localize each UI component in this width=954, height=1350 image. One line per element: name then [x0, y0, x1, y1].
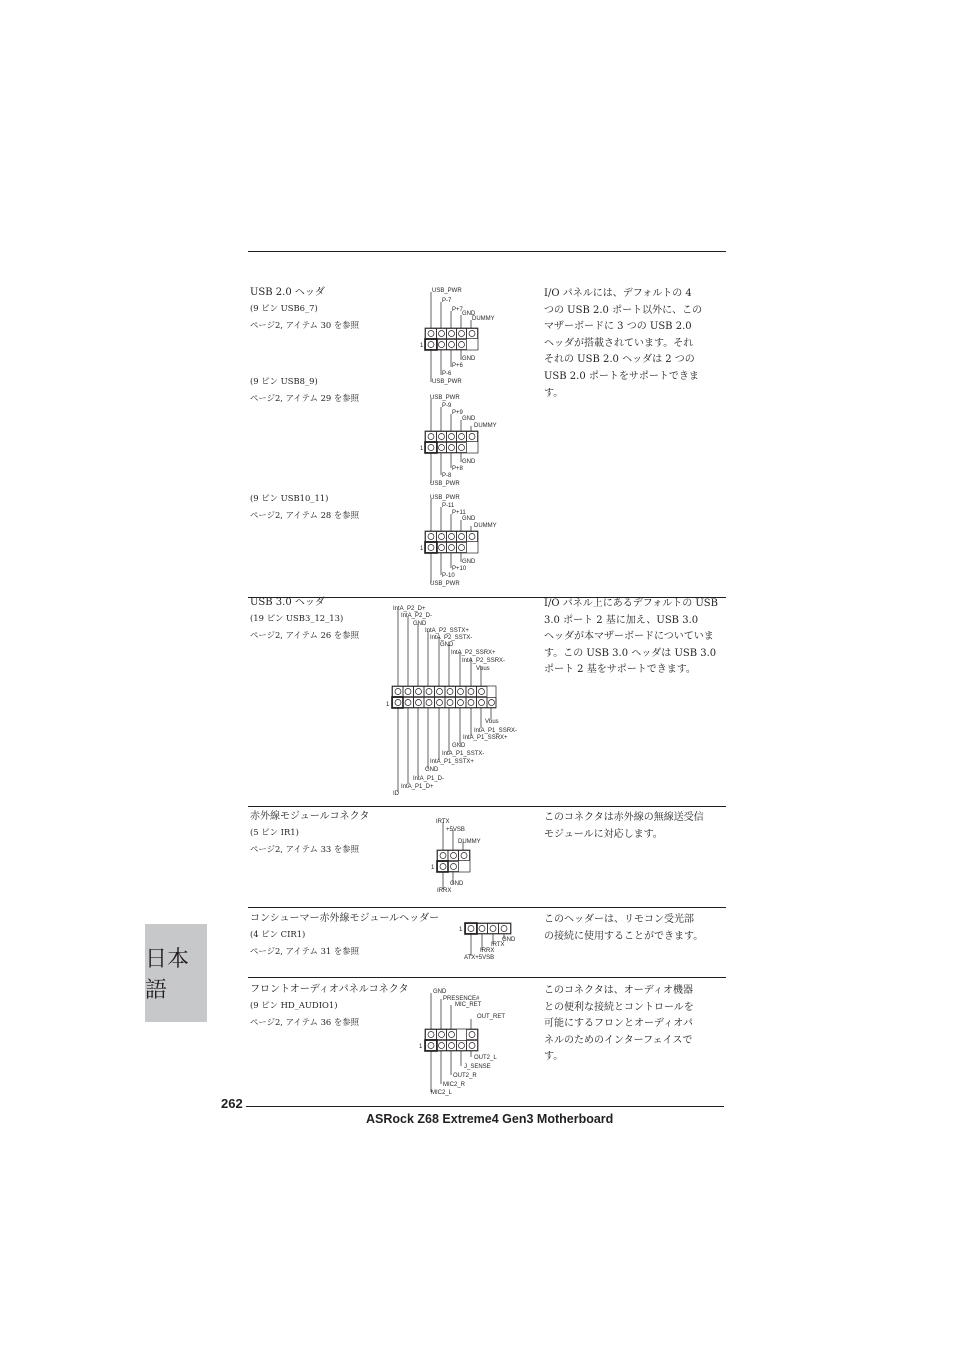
desc-line: ネルのためのインターフェイスで: [544, 1034, 693, 1046]
cir-description: [544, 912, 726, 945]
desc-line: す。: [544, 1051, 564, 1063]
usb3-ref: ページ2, アイテム 26 を参照: [250, 630, 360, 640]
pin-label: P-6: [442, 371, 452, 377]
desc-line: それの USB 2.0 ヘッダは 2 つの: [544, 354, 695, 366]
pin1-marker: 1: [419, 1044, 423, 1050]
desc-line: I/O パネルには、デフォルトの 4: [544, 288, 692, 299]
pin1-marker: 1: [459, 927, 463, 933]
pin-label: USB_PWR: [432, 288, 462, 294]
cir-header-diagram: [458, 920, 522, 966]
pin-label: IntA_P1_SSTX-: [442, 751, 485, 757]
pin-label: IntA_P1_D+: [401, 784, 434, 790]
usb2-info-2: [250, 373, 422, 404]
cir-ref: ページ2, アイテム 31 を参照: [250, 946, 360, 956]
pin-label: IntA_P2_D-: [401, 613, 433, 619]
pin-label: GND: [452, 743, 466, 749]
usb2-sub-1: (9 ピン USB6_7): [250, 303, 318, 313]
desc-line: つの USB 2.0 ポート以外に、この: [544, 304, 703, 316]
desc-line: す。この USB 3.0 ヘッダは USB 3.0: [544, 647, 717, 659]
pin1-marker: 1: [420, 343, 424, 349]
pin-label: IntA_P1_SSTX+: [430, 759, 474, 765]
desc-line: ヘッダが本マザーボードについていま: [544, 631, 714, 643]
ir-header-diagram: [430, 814, 500, 896]
pin-label: GND: [413, 621, 427, 627]
pin-label: GND: [450, 881, 464, 887]
pin-label: IRRX: [480, 948, 495, 954]
usb2-ref-2: ページ2, アイテム 29 を参照: [250, 393, 360, 403]
usb2-ref-3: ページ2, アイテム 28 を参照: [250, 510, 360, 520]
language-tab: [145, 924, 207, 1022]
pin-label: IRRX: [437, 888, 452, 894]
pin-label: IRTX: [436, 819, 450, 825]
pin-label: IntA_P2_D+: [393, 606, 426, 612]
section-divider: [248, 907, 726, 908]
pin-label: DUMMY: [474, 523, 497, 529]
cir-sub: (4 ピン CIR1): [250, 929, 306, 939]
pin-label: P-11: [442, 503, 455, 509]
pin-label: ATX+5VSB: [464, 955, 495, 961]
top-rule: [248, 251, 726, 252]
pin-label: USB_PWR: [430, 581, 460, 587]
language-label: 日本語: [145, 947, 190, 1003]
pin-label: OUT_RET: [477, 1014, 506, 1020]
footer-rule: [246, 1106, 724, 1107]
pin-label: DUMMY: [458, 839, 481, 845]
pin-label: GND: [440, 642, 454, 648]
pin-label: GND: [462, 311, 476, 317]
pin-label: GND: [462, 516, 476, 522]
desc-line: 可能にするフロンとオーディオパ: [544, 1018, 693, 1030]
desc-line: このコネクタは赤外線の無線送受信: [544, 812, 704, 823]
pin-label: MIC2_R: [443, 1082, 466, 1088]
desc-line: モジュールに対応します。: [544, 828, 663, 840]
audio-sub: (9 ピン HD_AUDIO1): [250, 1000, 338, 1010]
footer-title: ASRock Z68 Extreme4 Gen3 Motherboard: [366, 1112, 614, 1126]
pin-label: DUMMY: [472, 316, 495, 322]
usb2-header-diagram-2: [418, 391, 502, 489]
pin-label: ID: [393, 791, 399, 797]
desc-line: 3.0 ポート 2 基に加え、USB 3.0: [544, 614, 699, 626]
pin1-marker: 1: [386, 702, 390, 708]
usb3-description: [544, 596, 726, 679]
pin-label: P-8: [442, 473, 452, 479]
usb3-title: USB 3.0 ヘッダ: [250, 597, 325, 608]
pin-label: GND: [462, 416, 476, 422]
pin-label: GND: [502, 937, 516, 943]
pin-label: IntA_P2_SSTX-: [430, 635, 473, 641]
pin-label: GND: [462, 559, 476, 565]
pin-label: OUT2_R: [453, 1073, 477, 1079]
pin-label: PRESENCE#: [443, 996, 480, 1002]
pin-label: USB_PWR: [430, 495, 460, 501]
pin-label: USB_PWR: [430, 395, 460, 401]
pin-label: USB_PWR: [432, 379, 462, 385]
pin-label: IntA_P1_D-: [413, 776, 445, 782]
desc-line: このヘッダーは、リモコン受光部: [544, 914, 694, 925]
page-number: 262: [221, 1096, 243, 1111]
pin-label: P-7: [442, 298, 452, 304]
pin-label: IntA_P2_SSTX+: [425, 628, 469, 634]
desc-line: ポート 2 基をサポートできます。: [544, 664, 696, 676]
pin-label: P+10: [452, 566, 467, 572]
usb3-header-diagram: [385, 602, 525, 798]
desc-line: このコネクタは、オーディオ機器: [544, 985, 693, 996]
pin-label: OUT2_L: [474, 1055, 497, 1061]
pin-label: +5VSB: [446, 827, 465, 833]
audio-title: フロントオーディオパネルコネクタ: [250, 984, 409, 995]
pin-label: P-9: [442, 403, 452, 409]
pin-label: IntA_P1_SSRX-: [474, 728, 518, 734]
usb2-sub-2: (9 ピン USB8_9): [250, 376, 318, 386]
pin-label: IRTX: [491, 942, 505, 948]
pin-label: IntA_P2_SSRX-: [462, 658, 506, 664]
cir-info: [250, 912, 460, 957]
pin-label: USB_PWR: [430, 481, 460, 487]
ir-title: 赤外線モジュールコネクタ: [250, 811, 370, 822]
pin-label: P+9: [452, 410, 463, 416]
pin-label: P+8: [452, 466, 463, 472]
usb2-ref-1: ページ2, アイテム 30 を参照: [250, 320, 360, 330]
desc-line: USB 2.0 ポートをサポートできま: [544, 370, 699, 382]
ir-ref: ページ2, アイテム 33 を参照: [250, 844, 360, 854]
usb2-description: [544, 286, 726, 402]
pin-label: P+6: [452, 363, 463, 369]
desc-line: の接続に使用することができます。: [544, 930, 704, 942]
ir-sub: (5 ピン IR1): [250, 827, 299, 837]
pin1-marker: 1: [431, 865, 435, 871]
pin-label: P-10: [442, 573, 455, 579]
pin1-marker: 1: [420, 546, 424, 552]
desc-line: マザーボードに 3 つの USB 2.0: [544, 321, 692, 333]
pin-label: J_SENSE: [464, 1064, 491, 1070]
usb2-info-3: [250, 490, 422, 521]
pin-label: P+11: [452, 510, 466, 516]
usb2-header-diagram-1: [418, 284, 502, 390]
section-divider: [248, 806, 726, 807]
pin-label: GND: [433, 989, 447, 995]
pin-label: IntA_P1_SSRX+: [463, 735, 508, 741]
pin-label: DUMMY: [474, 423, 497, 429]
usb2-info: [250, 286, 422, 331]
audio-description: [544, 983, 726, 1066]
desc-line: I/O パネル上にあるデフォルトの USB: [544, 598, 719, 609]
pin-label: GND: [462, 459, 476, 465]
usb2-sub-3: (9 ピン USB10_11): [250, 493, 329, 503]
desc-line: す。: [544, 387, 564, 399]
pin-label: P+7: [452, 307, 463, 313]
pin-label: MIC_RET: [455, 1002, 482, 1008]
ir-description: [544, 810, 726, 843]
audio-ref: ページ2, アイテム 36 を参照: [250, 1017, 360, 1027]
usb2-title: USB 2.0 ヘッダ: [250, 287, 325, 298]
pin-label: IntA_P2_SSRX+: [451, 650, 496, 656]
section-divider: [248, 977, 726, 978]
pin-label: Vbus: [485, 719, 499, 725]
ir-info: [250, 810, 422, 855]
pin-label: Vbus: [476, 666, 490, 672]
cir-title: コンシューマー赤外線モジュールヘッダー: [250, 913, 440, 924]
audio-info: [250, 983, 422, 1028]
pin1-marker: 1: [420, 446, 424, 452]
usb3-sub: (19 ピン USB3_12_13): [250, 613, 344, 623]
audio-header-diagram: [418, 985, 518, 1097]
pin-label: GND: [462, 356, 476, 362]
pin-label: GND: [425, 767, 439, 773]
desc-line: ヘッダが搭載されています。それ: [544, 337, 694, 349]
pin-label: MIC2_L: [431, 1090, 453, 1096]
usb2-header-diagram-3: [418, 491, 502, 589]
desc-line: との便利な接続とコントロールを: [544, 1001, 694, 1013]
